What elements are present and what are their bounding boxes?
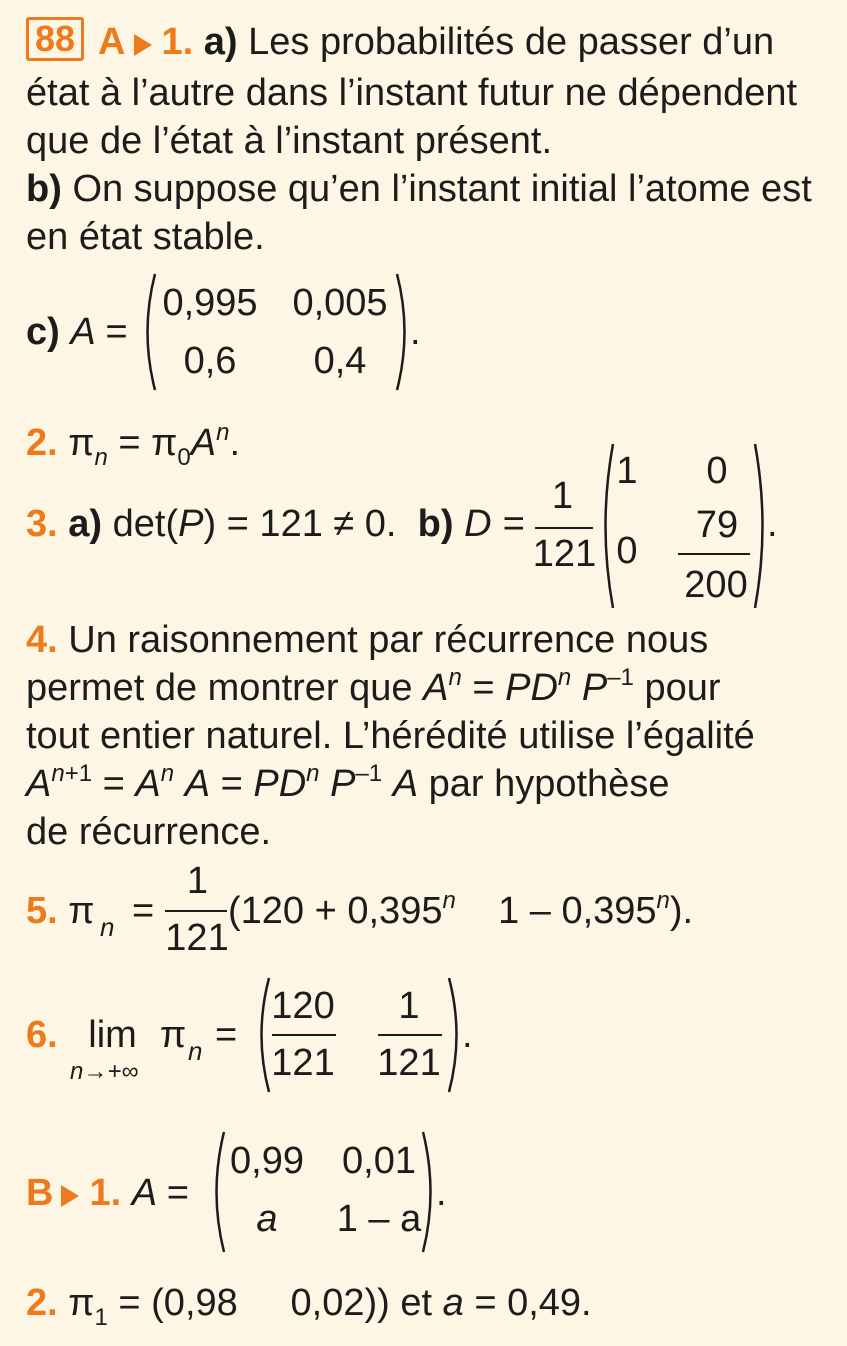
q3b-lhs: D = bbox=[464, 503, 525, 545]
line-5: en état stable. bbox=[26, 216, 265, 258]
b1-m22: 1 – a bbox=[336, 1198, 422, 1240]
q1c-label: c) bbox=[26, 311, 60, 353]
q6-f2-num: 1 bbox=[398, 985, 420, 1027]
q5-rest-2: 1 – 0,395 bbox=[498, 890, 657, 932]
q4-line-1 bbox=[26, 617, 708, 663]
triangle-right-icon-b bbox=[61, 1185, 79, 1207]
q1b-label: b) bbox=[26, 168, 62, 210]
triangle-right-icon bbox=[134, 34, 152, 56]
q5-rest bbox=[228, 887, 694, 933]
b1-m21: a bbox=[256, 1198, 278, 1240]
b1-number: 1. bbox=[89, 1172, 122, 1214]
q3a-det: det( bbox=[112, 503, 179, 545]
q5-frac-bar bbox=[165, 910, 227, 912]
q3-end: . bbox=[767, 503, 778, 545]
line-2: état à l’autre dans l’instant futur ne dépendent bbox=[26, 72, 798, 114]
b2-text: = (0,98 0,02)) et bbox=[107, 1282, 443, 1324]
q2-sub-0: 0 bbox=[177, 444, 191, 471]
q2-eq: = bbox=[107, 422, 152, 464]
line-4 bbox=[26, 166, 812, 212]
b1-A: A = bbox=[131, 1172, 189, 1214]
q2-A: A bbox=[190, 422, 217, 464]
q1b-text-1: On suppose qu’en l’instant initial l’atome est bbox=[72, 168, 812, 210]
q3-matrix bbox=[612, 450, 762, 610]
q1c-lhs: A = bbox=[70, 311, 128, 353]
q1c-m22: 0,4 bbox=[313, 340, 367, 382]
line-1 bbox=[26, 17, 774, 65]
q5-eq: = bbox=[132, 890, 155, 932]
q5-frac-den: 121 bbox=[165, 917, 229, 959]
q6-sub-n: n bbox=[188, 1036, 203, 1066]
q4-line-2: permet de montrer que $A^n = PD^n$ $P^{-1}$ pour bbox=[26, 664, 721, 709]
b2-rest: = 0,49. bbox=[463, 1282, 592, 1324]
q3-m21: 0 bbox=[616, 530, 638, 572]
q6-f1-bar bbox=[272, 1034, 336, 1036]
q5-sub-n: n bbox=[100, 912, 115, 942]
q1-number: 1. bbox=[161, 21, 194, 63]
q3b-label: b) bbox=[417, 503, 454, 545]
b2-sub-1: 1 bbox=[94, 1304, 108, 1331]
q3-m22-bar bbox=[678, 553, 750, 555]
b1-matrix bbox=[222, 1140, 432, 1250]
b1-m11: 0,99 bbox=[230, 1140, 304, 1182]
q5-rest-1: (120 + 0,395 bbox=[228, 890, 443, 932]
q5-pi: π bbox=[68, 890, 95, 932]
q1a-text-1: Les probabilités de passer d’un bbox=[248, 21, 775, 63]
b2-a: a bbox=[442, 1282, 464, 1324]
q2-end: . bbox=[229, 422, 241, 464]
q2-pi: π bbox=[68, 422, 95, 464]
q2-exp: n bbox=[216, 419, 230, 446]
part-b-label: B bbox=[26, 1172, 54, 1214]
q2-pi0: π bbox=[151, 422, 178, 464]
q6-f2-bar bbox=[378, 1034, 442, 1036]
q5-number: 5. bbox=[26, 890, 58, 932]
q3-m22-num: 79 bbox=[695, 504, 739, 546]
q2-sub-n: n bbox=[94, 444, 108, 471]
q3-number: 3. bbox=[26, 503, 58, 545]
q1c-matrix bbox=[155, 282, 405, 392]
q5-lhs bbox=[26, 890, 94, 933]
q6-lim: lim bbox=[88, 1014, 137, 1056]
q6-f2-den: 121 bbox=[377, 1042, 441, 1084]
q5-end: ). bbox=[669, 890, 694, 932]
line-3: que de l’état à l’instant présent. bbox=[26, 120, 553, 162]
q3-m11: 1 bbox=[616, 450, 638, 492]
b1-m12: 0,01 bbox=[342, 1140, 416, 1182]
q1a-label: a) bbox=[203, 21, 238, 63]
q4-line-4: $A^{n+1} = A^n$ $A = PD^n$ $P^{-1}$ A par hypothèse bbox=[26, 760, 670, 805]
q3-frac-num: 1 bbox=[551, 475, 574, 517]
q3-m22-den: 200 bbox=[684, 564, 748, 606]
q5-exp-1: n bbox=[442, 887, 456, 914]
q1c-end: . bbox=[410, 311, 421, 353]
q3-frac-den: 121 bbox=[532, 533, 597, 575]
q4-number: 4. bbox=[26, 619, 58, 661]
q6-pi: π bbox=[160, 1014, 187, 1056]
q6-end: . bbox=[462, 1014, 473, 1056]
q4-line-5: de récurrence. bbox=[26, 811, 272, 853]
q3-frac-bar bbox=[535, 527, 593, 529]
q6-number-lim bbox=[26, 1014, 137, 1057]
b2-pi: π bbox=[68, 1282, 95, 1324]
q5-frac-num: 1 bbox=[186, 860, 209, 902]
q4-text-4b: par hypothèse bbox=[418, 763, 670, 805]
q4-line-3: tout entier naturel. L’hérédité utilise l’égalité bbox=[26, 715, 755, 757]
q4-text-1: Un raisonnement par récurrence nous bbox=[68, 619, 709, 661]
q1c-m11: 0,995 bbox=[162, 282, 258, 324]
q6-eq: = bbox=[215, 1014, 238, 1056]
q4-text-2a: permet de montrer que bbox=[26, 667, 424, 709]
q5-exp-2: n bbox=[656, 887, 670, 914]
exercise-number-badge: 88 bbox=[26, 17, 84, 61]
part-a-label: A bbox=[98, 21, 126, 63]
q2-line bbox=[26, 419, 241, 471]
q6-under: n→+∞ bbox=[70, 1058, 139, 1085]
q6-number: 6. bbox=[26, 1014, 58, 1056]
q3a-label: a) bbox=[68, 503, 103, 545]
b2-line bbox=[26, 1280, 592, 1331]
q4-text-2b: pour bbox=[633, 667, 721, 709]
q1c-m12: 0,005 bbox=[292, 282, 388, 324]
q1c-label-group bbox=[26, 311, 127, 354]
q3a-P: P bbox=[178, 503, 204, 545]
q1c-m21: 0,6 bbox=[183, 340, 237, 382]
b1-lhs bbox=[26, 1172, 188, 1215]
q2-number: 2. bbox=[26, 422, 58, 464]
q3-m12: 0 bbox=[706, 450, 728, 492]
q3-line bbox=[26, 503, 524, 546]
q6-f1-den: 121 bbox=[271, 1042, 335, 1084]
b2-number: 2. bbox=[26, 1282, 58, 1324]
q3a-rest: ) = 121 ≠ 0. bbox=[203, 503, 397, 545]
b1-end: . bbox=[436, 1172, 447, 1214]
q6-f1-num: 120 bbox=[271, 985, 335, 1027]
